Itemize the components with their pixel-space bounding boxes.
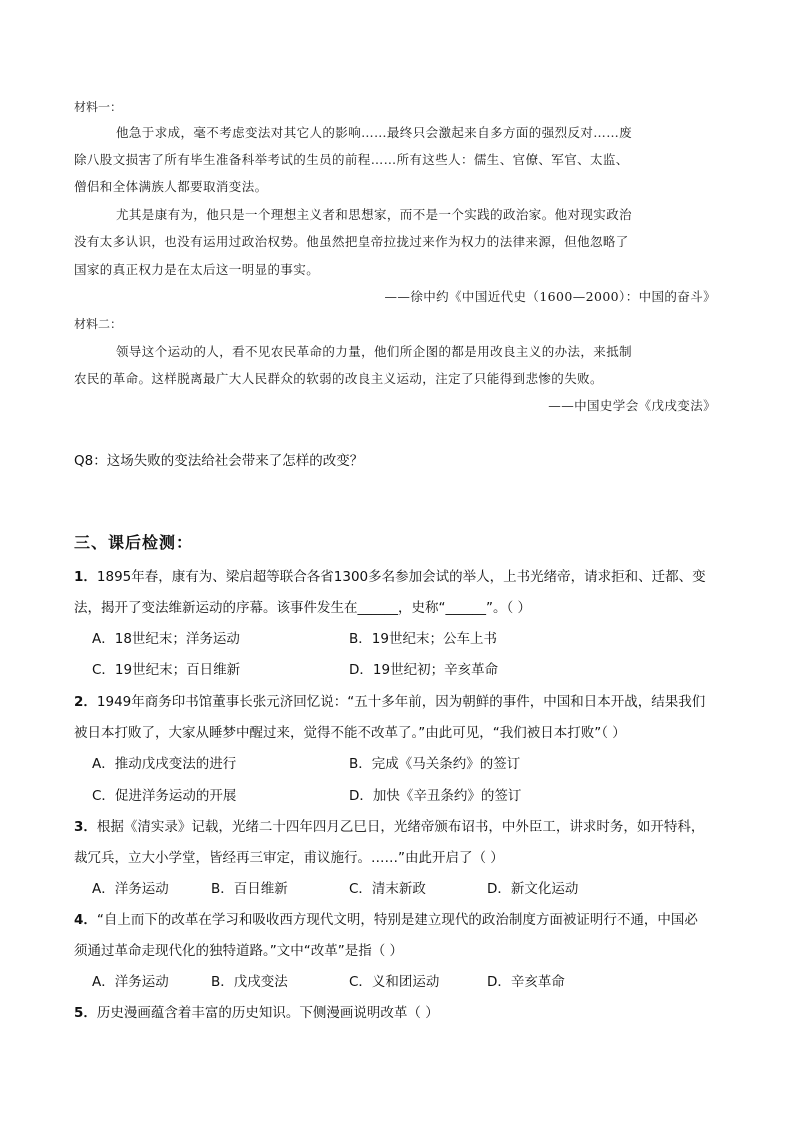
question-2-line-1: [74, 693, 705, 711]
material-two-line-2: 农民的革命。这样脱离最广大人民群众的软弱的改良主义运动，注定了只能得到悲惨的失败。: [74, 371, 603, 386]
question-3-line-1: [74, 818, 704, 836]
question-4-option-b[interactable]: B．戊戌变法: [211, 974, 288, 990]
question-1-number: 1．: [74, 569, 97, 585]
question-3-option-a[interactable]: A．洋务运动: [92, 881, 169, 897]
material-one-source: ——徐中约《中国近代史（1600—2000）：中国的奋斗》: [384, 289, 716, 304]
question-5-number: 5．: [74, 1005, 97, 1021]
question-2-text: 1949年商务印书馆董事长张元济回忆说：“五十多年前，因为朝鲜的事件，中国和日本开战，结果我们: [96, 694, 706, 710]
question-1-line-2: 法，揭开了变法维新运动的序幕。该事件发生在______，史称“______”。（ ）: [74, 600, 532, 616]
question-2-option-c[interactable]: C．促进洋务运动的开展: [92, 788, 237, 804]
material-one-paragraph-1-line-1: 他急于求成，毫不考虑变法对其它人的影响……最终只会激起来自多方面的强烈反对……废: [116, 125, 633, 140]
question-3-line-2: 裁冗兵，立大小学堂，皆经再三审定，甫议施行。……”由此开启了（ ）: [74, 850, 504, 866]
question-3-option-d[interactable]: D．新文化运动: [487, 881, 579, 897]
question-2-option-a[interactable]: A．推动戊戌变法的进行: [92, 756, 237, 772]
question-4-line-1: [74, 911, 698, 929]
question-4-option-a[interactable]: A．洋务运动: [92, 974, 169, 990]
question-2-option-b[interactable]: B．完成《马关条约》的签订: [349, 756, 521, 772]
question-4-line-2: 须通过革命走现代化的独特道路。”文中“改革”是指（ ）: [74, 943, 404, 959]
section-heading: 三、课后检测：: [74, 533, 194, 552]
material-two-line-1: 领导这个运动的人，看不见农民革命的力量，他们所企图的都是用改良主义的办法，来抵制: [116, 344, 633, 359]
material-two-source: ——中国史学会《戊戌变法》: [548, 398, 716, 413]
question-1-text: 1895年春，康有为、梁启超等联合各省1300多名参加会试的举人，上书光绪帝，请求拒和、迁都、变: [96, 569, 706, 585]
question-1-option-b[interactable]: B．19世纪末；公车上书: [349, 631, 497, 647]
question-2-line-2: 被日本打败了，大家从睡梦中醒过来，觉得不能不改革了。”由此可见，“我们被日本打败”（ ）: [74, 725, 626, 741]
question-5-text: 历史漫画蕴含着丰富的历史知识。下侧漫画说明改革（ ）: [96, 1005, 439, 1021]
question-2-number: 2．: [74, 694, 97, 710]
material-one-paragraph-1-line-3: 僧侣和全体满族人都要取消变法。: [74, 179, 268, 194]
question-1-option-a[interactable]: A．18世纪末；洋务运动: [92, 631, 240, 647]
question-3-option-b[interactable]: B．百日维新: [211, 881, 288, 897]
question-3-text: 根据《清实录》记载，光绪二十四年四月乙巳日，光绪帝颁布诏书，中外臣工，讲求时务，如开特科，: [96, 819, 705, 835]
question-2-option-d[interactable]: D．加快《辛丑条约》的签订: [349, 788, 522, 804]
material-two-label: 材料二：: [74, 317, 123, 331]
question-4-option-c[interactable]: C．义和团运动: [349, 974, 440, 990]
question-1-option-d[interactable]: D．19世纪初；辛亥革命: [349, 662, 499, 678]
material-one-paragraph-2-line-1: 尤其是康有为，他只是一个理想主义者和思想家，而不是一个实践的政治家。他对现实政治: [116, 207, 633, 222]
question-q8: Q8：这场失败的变法给社会带来了怎样的改变？: [74, 453, 364, 469]
question-1-option-c[interactable]: C．19世纪末；百日维新: [92, 662, 241, 678]
question-1-line-1: [74, 568, 706, 586]
question-3-number: 3．: [74, 819, 97, 835]
material-one-label: 材料一：: [74, 100, 123, 114]
question-4-option-d[interactable]: D．辛亥革命: [487, 974, 565, 990]
question-4-text: “自上而下的改革在学习和吸收西方现代文明，特别是建立现代的政治制度方面被证明行不通，中国必: [96, 912, 698, 928]
question-4-number: 4．: [74, 912, 97, 928]
question-3-option-c[interactable]: C．清末新政: [349, 881, 426, 897]
material-one-paragraph-1-line-2: 除八股文损害了所有毕生准备科举考试的生员的前程……所有这些人：儒生、官僚、军官、太监、: [74, 152, 629, 167]
question-5-line-1: [74, 1004, 439, 1022]
material-one-paragraph-2-line-3: 国家的真正权力是在太后这一明显的事实。: [74, 262, 320, 277]
material-one-paragraph-2-line-2: 没有太多认识，也没有运用过政治权势。他虽然把皇帝拉拢过来作为权力的法律来源，但他忽略了: [74, 234, 629, 249]
